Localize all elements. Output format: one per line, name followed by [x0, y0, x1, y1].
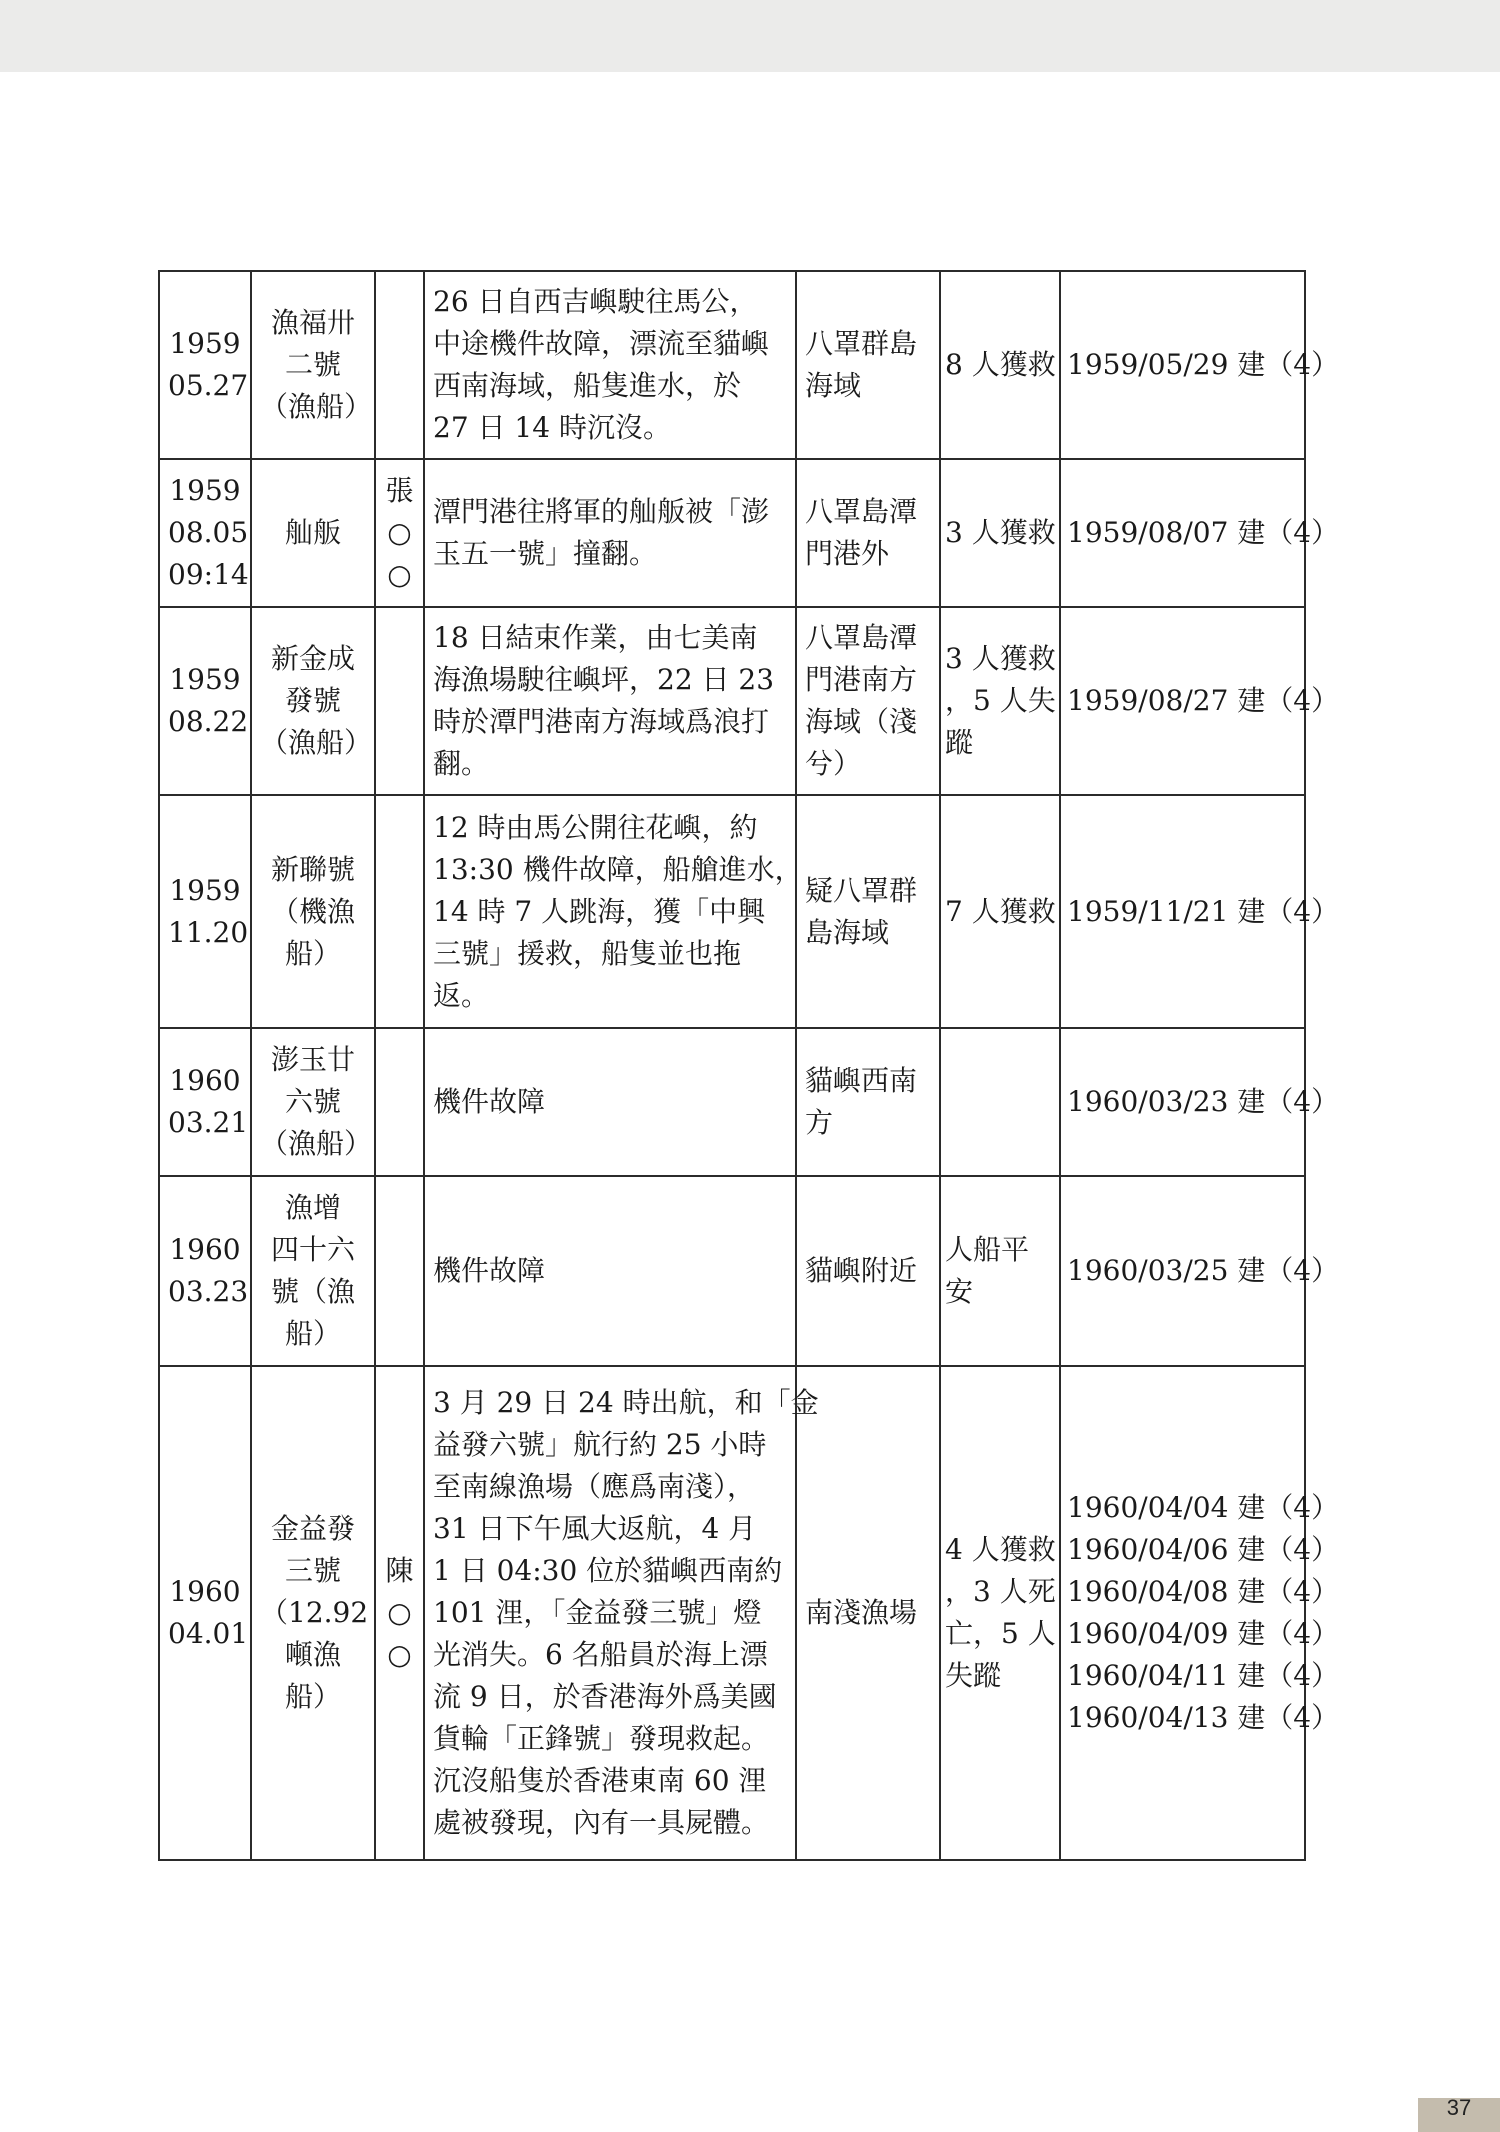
cell-line: 疑八罩群 — [805, 873, 918, 907]
place-cell — [796, 1028, 940, 1176]
cell-line: 26 日自西吉嶼駛往馬公， — [433, 285, 758, 318]
cell-line: 澎玉廿 — [270, 1043, 355, 1076]
person-cell — [375, 459, 424, 607]
cell-line: 貓嶼附近 — [805, 1254, 918, 1287]
place-cell — [796, 795, 940, 1028]
cell-line: 1960/03/23 建（4） — [1067, 1085, 1340, 1118]
place-cell — [796, 607, 940, 795]
description-cell — [424, 459, 796, 607]
cell-line: 1959/11/21 建（4） — [1067, 894, 1340, 928]
cell-line: 12 時由馬公開往花嶼，約 — [433, 810, 758, 844]
cell-line: 1959 — [169, 873, 241, 907]
cell-line: （漁船） — [260, 726, 373, 759]
place-cell — [796, 1366, 940, 1860]
person-cell — [375, 271, 424, 459]
person-cell — [375, 1366, 424, 1860]
cell-line: 返。 — [433, 978, 490, 1012]
cell-line: 貓嶼西南 — [805, 1064, 918, 1097]
cell-line: 機件故障 — [433, 1254, 546, 1287]
cell-line: 05.27 — [168, 369, 249, 402]
place-cell — [796, 271, 940, 459]
cell-line: 1959/05/29 建（4） — [1067, 348, 1340, 381]
cell-line: ○ — [387, 558, 412, 591]
result-cell — [940, 795, 1060, 1028]
cell-line: 陳 — [385, 1554, 414, 1587]
cell-line: 27 日 14 時沉沒。 — [433, 411, 671, 444]
source-cell — [1060, 607, 1340, 795]
date-cell — [159, 607, 251, 795]
table-row — [159, 1028, 1305, 1176]
cell-line: ，3 人死 — [945, 1575, 1056, 1608]
result-cell — [940, 459, 1060, 607]
cell-line: 八罩島潭 — [805, 495, 918, 528]
cell-line: 8 人獲救 — [945, 348, 1056, 381]
vessel-cell — [251, 795, 375, 1028]
cell-line: 04.01 — [168, 1617, 249, 1650]
cell-line: 號（漁 — [270, 1275, 355, 1308]
cell-line: 船） — [284, 936, 341, 970]
vessel-cell — [251, 271, 375, 459]
cell-line: 島海域 — [805, 915, 890, 949]
cell-line: 3 人獲救 — [945, 516, 1056, 549]
cell-line: 舢舨 — [284, 516, 341, 549]
cell-line: 3 月 29 日 24 時出航，和「金 — [433, 1386, 819, 1419]
cell-line: 1959 — [169, 663, 241, 696]
description-cell — [424, 1366, 819, 1860]
cell-line: 南淺漁場 — [805, 1596, 918, 1629]
cell-line: 玉五一號」撞翻。 — [433, 537, 658, 570]
description-cell — [424, 795, 803, 1028]
scan-top-band — [0, 0, 1500, 72]
cell-line: 失蹤 — [945, 1659, 1002, 1692]
cell-line: 時於潭門港南方海域爲浪打 — [433, 705, 770, 738]
cell-line: 1960 — [169, 1575, 241, 1608]
cell-line: 兮） — [805, 747, 862, 780]
cell-line: 1959/08/07 建（4） — [1067, 516, 1340, 549]
page-number: 37 — [1418, 2098, 1500, 2132]
vessel-cell — [251, 1028, 375, 1176]
result-cell — [940, 1028, 1060, 1176]
description-cell — [424, 607, 796, 795]
cell-line: 西南海域，船隻進水，於 — [433, 369, 742, 402]
cell-line: 門港南方 — [805, 663, 918, 696]
cell-line: 四十六 — [270, 1233, 355, 1266]
cell-line: 亡，5 人 — [945, 1617, 1056, 1650]
cell-line: （12.92 — [260, 1596, 369, 1629]
cell-line: ○ — [387, 1638, 412, 1671]
vessel-cell — [251, 459, 375, 607]
cell-line: 03.21 — [168, 1106, 249, 1139]
result-cell — [940, 607, 1060, 795]
cell-line: 漁福卅 — [270, 306, 355, 339]
table-row — [159, 795, 1305, 1028]
cell-line: 船） — [284, 1317, 341, 1350]
cell-line: 至南線漁場（應爲南淺）， — [433, 1470, 756, 1503]
cell-line: 潭門港往將軍的舢舨被「澎 — [433, 495, 770, 528]
cell-line: 7 人獲救 — [945, 894, 1056, 928]
source-cell — [1060, 459, 1340, 607]
cell-line: 101 浬，「金益發三號」燈 — [433, 1596, 762, 1629]
date-cell — [159, 1028, 251, 1176]
person-cell — [375, 1176, 424, 1366]
cell-line: 貨輪「正鋒號」發現救起。 — [433, 1722, 770, 1755]
result-cell — [940, 271, 1060, 459]
date-cell — [159, 459, 251, 607]
source-cell — [1060, 1176, 1340, 1366]
cell-line: 新金成 — [270, 642, 355, 675]
cell-line: 安 — [945, 1275, 974, 1308]
cell-line: 3 人獲救 — [945, 642, 1056, 675]
cell-line: 漁增 — [284, 1191, 341, 1224]
cell-line: 船） — [284, 1680, 341, 1713]
source-cell — [1060, 1028, 1340, 1176]
cell-line: 1959 — [169, 327, 241, 360]
cell-line: 1960/04/11 建（4） — [1067, 1659, 1340, 1692]
date-cell — [159, 271, 251, 459]
cell-line: 三號 — [284, 1554, 341, 1587]
cell-line: 三號」援救，船隻並也拖 — [433, 936, 742, 970]
cell-line: 1960/04/08 建（4） — [1067, 1575, 1340, 1608]
date-cell — [159, 795, 251, 1028]
cell-line: 1 日 04:30 位於貓嶼西南約 — [433, 1554, 783, 1587]
cell-line: 六號 — [284, 1085, 341, 1118]
cell-line: 新聯號 — [270, 852, 355, 886]
cell-line: 18 日結束作業，由七美南 — [433, 621, 758, 654]
incident-record-table — [158, 270, 1340, 1861]
cell-line: 1960/04/13 建（4） — [1067, 1701, 1340, 1734]
person-cell — [375, 795, 424, 1028]
cell-line: 發號 — [284, 684, 341, 717]
cell-line: 1960/04/09 建（4） — [1067, 1617, 1340, 1650]
cell-line: 13:30 機件故障，船艙進水， — [433, 852, 803, 886]
cell-line: 益發六號」航行約 25 小時 — [433, 1428, 767, 1461]
cell-line: ，5 人失 — [945, 684, 1056, 717]
table-row — [159, 1366, 1305, 1860]
source-cell — [1060, 271, 1340, 459]
table-row — [159, 271, 1305, 459]
result-cell — [940, 1176, 1060, 1366]
cell-line: 翻。 — [433, 747, 490, 780]
cell-line: 08.05 — [168, 516, 249, 549]
cell-line: 海域（淺 — [805, 705, 918, 738]
cell-line: 流 9 日，於香港海外爲美國 — [433, 1680, 777, 1713]
cell-line: ○ — [387, 516, 412, 549]
description-cell — [424, 271, 796, 459]
description-cell — [424, 1028, 796, 1176]
cell-line: （機漁 — [270, 894, 355, 928]
cell-line: ○ — [387, 1596, 412, 1629]
cell-line: 八罩島潭 — [805, 621, 918, 654]
cell-line: 張 — [385, 474, 414, 507]
cell-line: 4 人獲救 — [945, 1533, 1056, 1566]
cell-line: 1960 — [169, 1233, 241, 1266]
cell-line: 蹤 — [945, 726, 974, 759]
table-row — [159, 1176, 1305, 1366]
cell-line: 處被發現，內有一具屍體。 — [433, 1806, 770, 1839]
vessel-cell — [251, 1366, 375, 1860]
cell-line: 1959 — [169, 474, 241, 507]
vessel-cell — [251, 607, 375, 795]
cell-line: 1960 — [169, 1064, 241, 1097]
cell-line: 1960/04/06 建（4） — [1067, 1533, 1340, 1566]
table-row — [159, 459, 1305, 607]
date-cell — [159, 1366, 251, 1860]
place-cell — [796, 1176, 940, 1366]
cell-line: 二號 — [284, 348, 341, 381]
cell-line: 中途機件故障，漂流至貓嶼 — [433, 327, 770, 360]
cell-line: 方 — [805, 1106, 834, 1139]
cell-line: 1960/04/04 建（4） — [1067, 1491, 1340, 1524]
cell-line: 1959/08/27 建（4） — [1067, 684, 1340, 717]
cell-line: 14 時 7 人跳海，獲「中興 — [433, 894, 766, 928]
cell-line: 門港外 — [805, 537, 890, 570]
description-cell — [424, 1176, 796, 1366]
vessel-cell — [251, 1176, 375, 1366]
cell-line: 1960/03/25 建（4） — [1067, 1254, 1340, 1287]
cell-line: 機件故障 — [433, 1085, 546, 1118]
person-cell — [375, 607, 424, 795]
cell-line: 光消失。6 名船員於海上漂 — [433, 1638, 768, 1671]
table-row — [159, 607, 1305, 795]
place-cell — [796, 459, 940, 607]
cell-line: （漁船） — [260, 390, 373, 423]
cell-line: 03.23 — [168, 1275, 249, 1308]
cell-line: 08.22 — [168, 705, 249, 738]
cell-line: 31 日下午風大返航，4 月 — [433, 1512, 757, 1545]
cell-line: 人船平 — [945, 1233, 1030, 1266]
cell-line: （漁船） — [260, 1127, 373, 1160]
cell-line: 噸漁 — [284, 1638, 341, 1671]
cell-line: 09:14 — [168, 558, 249, 591]
source-cell — [1060, 795, 1340, 1028]
cell-line: 海漁場駛往嶼坪，22 日 23 — [433, 663, 775, 696]
result-cell — [940, 1366, 1060, 1860]
date-cell — [159, 1176, 251, 1366]
cell-line: 沉沒船隻於香港東南 60 浬 — [433, 1764, 767, 1797]
cell-line: 金益發 — [270, 1512, 355, 1545]
person-cell — [375, 1028, 424, 1176]
cell-line: 八罩群島 — [805, 327, 918, 360]
cell-line: 11.20 — [168, 915, 249, 949]
source-cell — [1060, 1366, 1340, 1860]
cell-line: 海域 — [805, 369, 862, 402]
